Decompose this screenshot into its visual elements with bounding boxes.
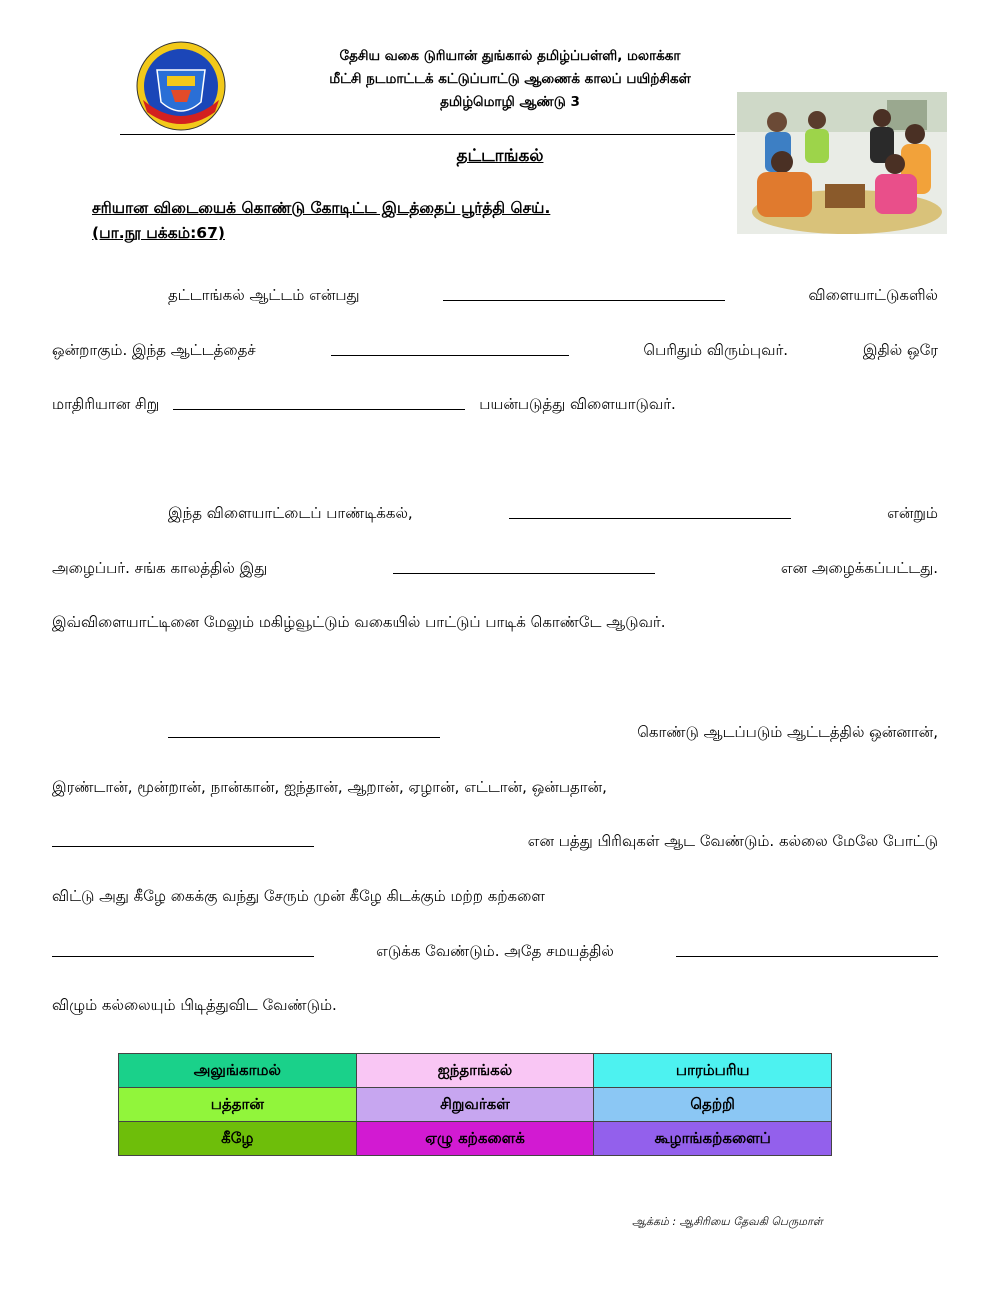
paragraph2-line1 (168, 500, 938, 524)
option-cell[interactable]: கீழே (119, 1122, 357, 1156)
blank-4[interactable] (509, 517, 791, 519)
table-row (119, 1122, 832, 1156)
option-cell[interactable]: பத்தான் (119, 1088, 357, 1122)
text-segment: மாதிரியான சிறு (52, 395, 160, 413)
paragraph2-line3 (52, 609, 938, 633)
word-options-table (118, 1053, 832, 1156)
paragraph2-line2 (52, 555, 938, 579)
paragraph3-line5 (52, 938, 938, 962)
text-segment: பயன்படுத்து விளையாடுவர். (479, 395, 676, 413)
option-cell[interactable]: கூழாங்கற்களைப் (594, 1122, 832, 1156)
blank-9[interactable] (676, 955, 938, 957)
page-title: தட்டாங்கல் (456, 146, 544, 166)
text-segment: தட்டாங்கல் ஆட்டம் என்பது (168, 286, 360, 304)
paragraph3-line4 (52, 883, 938, 907)
option-cell[interactable]: அலுங்காமல் (119, 1054, 357, 1088)
option-cell[interactable]: ஐந்தாங்கல் (356, 1054, 594, 1088)
text-segment: கொண்டு ஆடப்படும் ஆட்டத்தில் ஒன்னான், (637, 723, 938, 741)
instruction-text: சரியான விடையைக் கொண்டு கோடிட்ட இடத்தைப் பூர்த்தி செய். (92, 199, 551, 217)
header-divider (120, 134, 735, 135)
subject-year: தமிழ்மொழி ஆண்டு 3 (440, 94, 580, 110)
table-row (119, 1054, 832, 1088)
option-cell[interactable]: பாரம்பரிய (594, 1054, 832, 1088)
text-segment: விட்டு அது கீழே கைக்கு வந்து சேரும் முன் கீழே கிடக்கும் மற்ற கற்களை (52, 887, 545, 905)
paragraph1-line3 (52, 391, 938, 415)
text-segment: இரண்டான், மூன்றான், நான்கான், ஐந்தான், ஆறான், ஏழான், எட்டான், ஒன்பதான், (52, 778, 607, 796)
text-segment: பெரிதும் விரும்புவர். (643, 341, 789, 359)
text-segment: இவ்விளையாட்டினை மேலும் மகிழ்வூட்டும் வகையில் பாட்டுப் பாடிக் கொண்டே ஆடுவர். (52, 613, 666, 631)
option-cell[interactable]: தெற்றி (594, 1088, 832, 1122)
page-reference: (பா.நூ பக்கம்:67) (92, 224, 225, 242)
blank-8[interactable] (52, 955, 314, 957)
blank-6[interactable] (168, 736, 440, 738)
option-cell[interactable]: ஏழு கற்களைக் (356, 1122, 594, 1156)
paragraph3-line3 (52, 828, 938, 852)
paragraph1-line2 (52, 337, 938, 361)
text-segment: அழைப்பர். சங்க காலத்தில் இது (52, 559, 268, 577)
option-cell[interactable]: சிறுவர்கள் (356, 1088, 594, 1122)
school-logo (135, 40, 227, 132)
school-name: தேசிய வகை டுரியான் துங்கால் தமிழ்ப்பள்ளி, மலாக்கா (339, 48, 681, 64)
author-credit: ஆக்கம் : ஆசிரியை தேவகி பெருமாள் (632, 1215, 823, 1228)
text-segment: என்றும் (887, 504, 938, 522)
blank-2[interactable] (331, 354, 569, 356)
text-segment: விழும் கல்லையும் பிடித்துவிட வேண்டும். (52, 996, 337, 1014)
text-segment: விளையாட்டுகளில் (808, 286, 938, 304)
worksheet-subtitle: மீட்சி நடமாட்டக் கட்டுப்பாட்டு ஆணைக் காலப் பயிற்சிகள் (329, 71, 691, 87)
paragraph1-line1 (168, 282, 938, 306)
text-segment: ஒன்றாகும். இந்த ஆட்டத்தைச் (52, 341, 256, 359)
text-segment: இந்த விளையாட்டைப் பாண்டிக்கல், (168, 504, 413, 522)
paragraph3-line6 (52, 992, 938, 1016)
blank-5[interactable] (393, 572, 655, 574)
paragraph3-line2 (52, 774, 938, 798)
blank-1[interactable] (443, 299, 725, 301)
table-row (119, 1088, 832, 1122)
children-playing-photo (737, 92, 947, 234)
text-segment: இதில் ஒரே (862, 341, 938, 359)
blank-3[interactable] (173, 408, 465, 410)
blank-7[interactable] (52, 845, 314, 847)
text-segment: எடுக்க வேண்டும். அதே சமயத்தில் (376, 942, 614, 960)
paragraph3-line1 (168, 719, 938, 743)
text-segment: என பத்து பிரிவுகள் ஆட வேண்டும். கல்லை மேலே போட்டு (527, 832, 938, 850)
text-segment: என அழைக்கப்பட்டது. (780, 559, 938, 577)
